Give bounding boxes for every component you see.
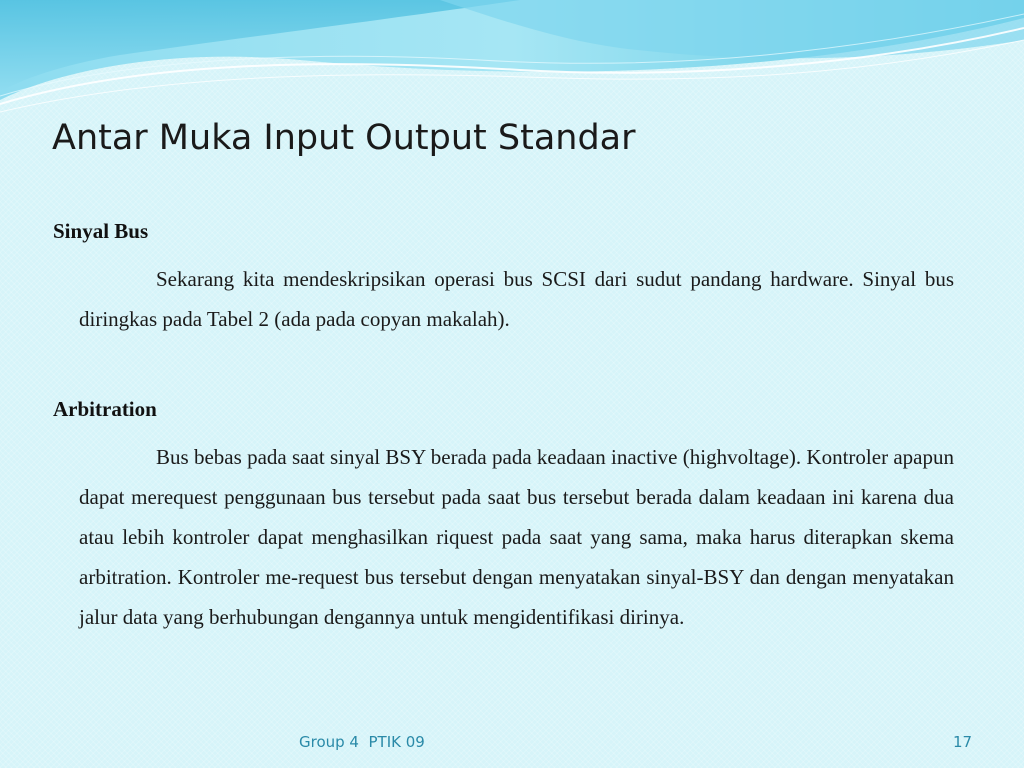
header-wave-decoration [0,0,1024,120]
section-body-sinyal-bus: Sekarang kita mendeskripsikan operasi bus SCSI dari sudut pandang hardware. Sinyal bus diringkas pada Tabel 2 (ada pada copyan makalah). [79,267,954,331]
section-body-arbitration: Bus bebas pada saat sinyal BSY berada pada keadaan inactive (highvoltage). Kontroler apapun dapat merequest penggunaan bus tersebut pada saat bus tersebut berada dalam keadaan ini karena dua atau lebih kontroler dapat menghasilkan riquest pada saat yang sama, maka harus diterapkan skema arbitration. Kontroler me-request bus tersebut dengan menyatakan sinyal-BSY dan dengan menyatakan jalur data yang berhubungan dengannya untuk mengidentifikasi dirinya. [79,445,954,629]
footer-text: Group 4 PTIK 09 [299,733,425,751]
section-heading-arbitration: Arbitration [53,397,157,421]
slide-title: Antar Muka Input Output Standar [52,118,636,158]
section-heading-sinyal-bus: Sinyal Bus [53,219,149,243]
page-number: 17 [953,733,973,751]
